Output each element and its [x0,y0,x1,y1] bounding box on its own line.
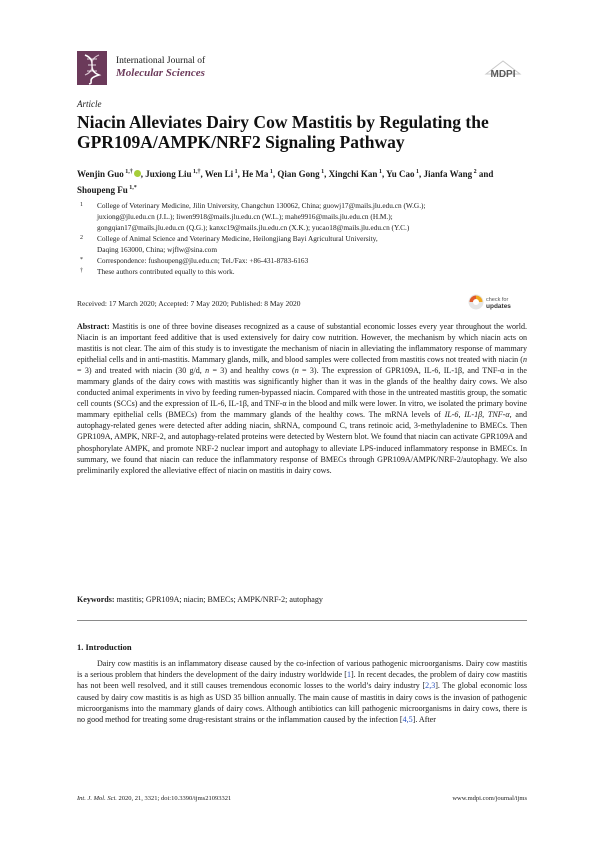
author-list: Wenjin Guo $^{1,\dagger}$ , Juxiong Liu $^{1,\dagger}$, Wen Li $^1$, He Ma $^1$, Qian Gong $^1$, Xingchi Kan $^1$, Yu Cao $^1$, Jianfa Wang $^2$ and Shoupeng Fu $^{1,*}$ [77,169,494,195]
affiliation-line: gongqian17@mails.jlu.edu.cn (Q.G.); kanxc19@mails.jlu.edu.cn (X.K.); yucao18@mails.jlu.edu.cn (Y.C.) [97,223,410,232]
italic-text: n [205,366,210,376]
text-run: = 3). The expression of GPR109A, IL-6, IL-1β, and TNF-α in the mammary glands of the dairy cows with mastitis was significantly higher than it was in the glands of the healthy dairy cows. We also conducted animal experiments in vivo by feeding rumen-bypassed niacin. Compared with those in the untreated mastitis group, the somatic cell counts (SCCs) and the expression of IL-6, IL-1β, and TNF-α in the blood and milk were lower. In vitro, we isolated the primary bovine mammary epithelial cells (BMECs) from the mammary glands of the healthy cows. The mRNA levels of [77,366,527,420]
text-run: ]. In recent decades, the problem of dairy cow mastitis has not been well resolved, and it still causes tremendous economic losses to the world’s dairy industry [ [77,670,527,691]
italic-text: n [294,366,299,376]
journal-name [116,55,205,79]
author-name: Jianfa Wang [423,169,473,179]
affiliation-text [97,255,527,266]
affiliation-marker: † [80,268,83,274]
affiliation-item [77,200,527,233]
citation-journal: Int. J. Mol. Sci. [77,795,117,802]
affiliation-marker: 2 [80,235,83,241]
citation-details: , 21, 3321; doi:10.3390/ijms21093321 [131,795,232,802]
italic-text: IL-1β [464,410,483,420]
text-run: ]. The global economic loss caused by dairy cow mastitis is as high as USD 35 billion annually. The main cause of mastitis in dairy cows is the invasion of pathogenic microorganisms into the mammary glands of dairy cows. Although antibiotics can kill pathogenic microorganisms in dairy cows, there is no good method for treating some drug-resistant strains or the inflammation caused by the infection [ [77,681,527,725]
author-affiliation-marker: 1,† [123,169,133,175]
author-name: Qian Gong [277,169,320,179]
affiliation-line: juxiong@jlu.edu.cn (J.L.); liwen9918@mails.jlu.edu.cn (W.L.); mahe9916@mails.jlu.edu.cn (H.M.); [97,212,393,221]
paper-title: Niacin Alleviates Dairy Cow Mastitis by Regulating the GPR109A/AMPK/NRF2 Signaling Pathway [77,112,489,152]
author-name: He Ma [242,169,269,179]
abstract-label: Abstract: [77,322,110,331]
author-affiliation-marker: 1 [319,169,325,175]
text-run: Mastitis is one of three bovine diseases recognized as a cause of substantial economic losses every year throughout the world. Niacin is an important feed additive that is used extensively for dairy cow nutrition. However, the mechanism by which niacin acts on mastitis is not clear. The aim of this study is to investigate the mechanism of niacin in alleviating the inflammatory response of mammary epithelial cells and in anti-mastitis. Mammary glands, milk, and blood samples were collected from mastitis cows not treated with niacin ( [77,322,527,365]
affiliation-line: College of Veterinary Medicine, Jilin University, Changchun 130062, China; guowj17@mails.jlu.edu.cn (W.G.); [97,201,426,210]
author-affiliation-marker: 1,* [127,185,137,191]
affiliation-item [77,266,527,277]
author-affiliation-marker: 1 [268,169,273,175]
author-name: Yu Cao [386,169,415,179]
affiliation-line: These authors contributed equally to this work. [97,267,235,276]
author-name: Xingchi Kan [328,169,378,179]
text-run: = 3) and treated with niacin (30 g/d, [77,366,206,376]
affiliations [77,200,527,277]
affiliation-line: Correspondence: fushoupeng@jlu.edu.cn; Tel./Fax: +86-431-8783-6163 [97,256,309,265]
author-name: Juxiong Liu [145,169,192,179]
author-name: Wen Li [204,169,234,179]
introduction-body [77,659,527,724]
text-run: Dairy cow mastitis is an inflammatory disease caused by the co-infection of various pathogenic microorganisms. Dairy cow mastitis is a serious problem that hinders the development of the dairy industry worldwide [ [77,659,527,680]
author-name: Shoupeng Fu [77,185,128,195]
updates-text: updates [486,303,511,310]
text-run: , [482,410,488,420]
abstract-body [77,322,527,475]
italic-text: IL-6 [444,410,459,420]
italic-text: n [522,355,527,365]
author-affiliation-marker: 1,† [191,169,201,175]
abstract [77,321,527,476]
affiliation-line: Daqing 163000, China; wjflw@sina.com [97,245,218,254]
journal-name-line2: Molecular Sciences [116,67,205,79]
affiliation-item [77,255,527,266]
affiliation-line: College of Animal Science and Veterinary Medicine, Heilongjiang Bayi Agricultural University, [97,234,378,243]
author-affiliation-marker: 1 [414,169,420,175]
affiliation-text [97,233,527,255]
keywords [77,595,527,604]
section-divider [77,620,527,621]
mdpi-logo-icon [483,58,523,82]
affiliation-marker: * [80,257,83,263]
article-type: Article [77,99,102,109]
citation-year: 2020 [118,795,132,802]
section-heading: 1. Introduction [77,642,132,652]
affiliation-item [77,233,527,255]
journal-logo-icon [77,51,107,85]
author-affiliation-marker: 2 [472,169,477,175]
orcid-icon[interactable] [134,170,141,177]
check-for-updates-badge[interactable] [468,292,528,312]
italic-text: TNF-α [487,410,510,420]
affiliation-marker: 1 [80,202,83,208]
citation-link[interactable]: 1 [346,670,351,680]
mdpi-logo-text: MDPI [490,69,516,80]
journal-name-line1: International Journal of [116,56,206,66]
publication-dates: Received: 17 March 2020; Accepted: 7 May 2020; Published: 8 May 2020 [77,299,301,308]
citation-link[interactable]: 2,3 [425,681,436,691]
author-name: Wenjin Guo [77,169,124,179]
text-run: , and autophagy-related genes were detected after adding niacin, shRNA, compound C, trans retinoic acid, 3-methyladenine to BMECs. Then GPR109A, AMPK, NRF-2, and autophagy-related proteins were detected by Western blot. We found that niacin can activate GPR109A and phosphorylate AMPK, and promote NRF-2 nuclear import and autophagy to alleviate LPS-induced inflammatory response in BMECs. In summary, we found that niacin can reduce the inflammatory response of BMECs through GPR109A/AMPK/NRF-2/autophagy. We also preliminarily explored the alleviative effect of niacin on mastitis in dairy cows. [77,410,527,475]
affiliation-text [97,266,527,277]
citation-link[interactable]: 4,5 [402,715,413,725]
author-affiliation-marker: 1 [233,169,238,175]
journal-url[interactable]: www.mdpi.com/journal/ijms [452,795,527,802]
text-run: = 3) and healthy cows ( [209,366,295,376]
author-affiliation-marker: 1 [377,169,382,175]
text-run: , [458,410,465,420]
keywords-list: mastitis; GPR109A; niacin; BMECs; AMPK/NRF-2; autophagy [116,595,323,604]
affiliation-text [97,200,527,233]
text-run: ]. After [412,715,436,725]
check-for-text: check for [486,297,509,303]
keywords-label: Keywords: [77,595,115,604]
citation-footer [77,795,231,802]
introduction-paragraph [77,658,527,725]
